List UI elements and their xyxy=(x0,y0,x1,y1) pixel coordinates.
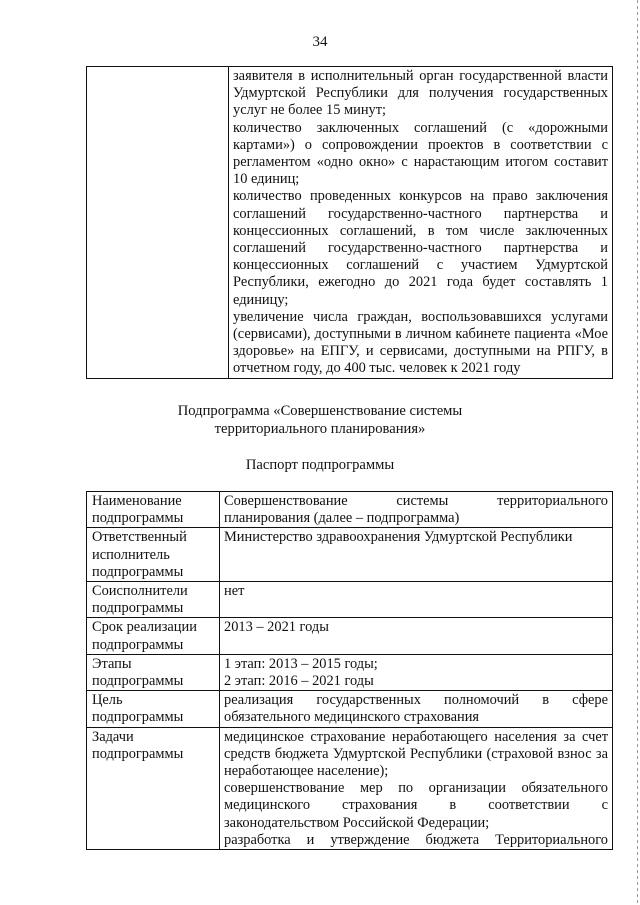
passport-row-goal xyxy=(87,691,613,727)
row-label: Соисполнители подпрограммы xyxy=(87,582,220,618)
row-value: 2013 – 2021 годы xyxy=(220,618,613,654)
passport-row-name xyxy=(87,492,613,528)
row-label: Ответственный исполнитель подпрограммы xyxy=(87,528,220,582)
passport-row-stages xyxy=(87,654,613,690)
row-value: 1 этап: 2013 – 2015 годы; 2 этап: 2016 – 2021 годы xyxy=(220,654,613,690)
continuation-table xyxy=(86,66,613,379)
row-value: реализация государственных полномочий в сфере обязательного медицинского страхования xyxy=(220,691,613,727)
row-value: Совершенствование системы территориального планирования (далее – подпрограмма) xyxy=(220,492,613,528)
passport-table xyxy=(86,491,613,850)
continuation-paragraph: количество заключенных соглашений (с «дорожными картами») о сопровождении проектов в соответствии с регламентом «одно окно» с нарастающим итогом составит 10 единиц; xyxy=(233,119,608,188)
row-label: Цель подпрограммы xyxy=(87,691,220,727)
continuation-paragraph: заявителя в исполнительный орган государственной власти Удмуртской Республики для получения государственных услуг не более 15 минут; xyxy=(233,68,608,119)
row-label: Срок реализации подпрограммы xyxy=(87,618,220,654)
passport-row-tasks xyxy=(87,727,613,849)
row-value: нет xyxy=(220,582,613,618)
row-value: медицинское страхование неработающего населения за счет средств бюджета Удмуртской Республики (страховой взнос за неработающее население); совершенствование мер по организации обязательного медицинского страхования в соответствии с законодательством Российской Федерации; разработка и утверждение бюджета Территориального xyxy=(220,727,613,849)
row-value: Министерство здравоохранения Удмуртской Республики xyxy=(220,528,613,582)
row-label: Задачи подпрограммы xyxy=(87,727,220,849)
passport-title: Паспорт подпрограммы xyxy=(245,457,395,473)
continuation-value-cell xyxy=(229,67,613,379)
row-label: Этапы подпрограммы xyxy=(87,654,220,690)
scan-edge-line xyxy=(637,0,638,905)
continuation-label-cell xyxy=(87,67,229,379)
passport-row-coexecutors xyxy=(87,582,613,618)
continuation-paragraph: увеличение числа граждан, воспользовавшихся услугами (сервисами), доступными в личном кабинете пациента «Мое здоровье» на ЕПГУ, и сервисами, доступными на РПГУ, в отчетном году, до 400 тыс. человек к 2021 году xyxy=(233,308,608,377)
subprogram-title: Подпрограмма «Совершенствование системы территориального планирования» xyxy=(177,403,463,437)
page-number: 34 xyxy=(312,34,328,50)
passport-row-term xyxy=(87,618,613,654)
passport-row-responsible xyxy=(87,528,613,582)
continuation-paragraph: количество проведенных конкурсов на право заключения соглашений государственно-частного партнерства и концессионных соглашений, в том числе заключенных соглашений государственно-частного партнерства и концессионных соглашений с участием Удмуртской Республики, ежегодно до 2021 года будет составлять 1 единицу; xyxy=(233,188,608,308)
row-label: Наименование подпрограммы xyxy=(87,492,220,528)
